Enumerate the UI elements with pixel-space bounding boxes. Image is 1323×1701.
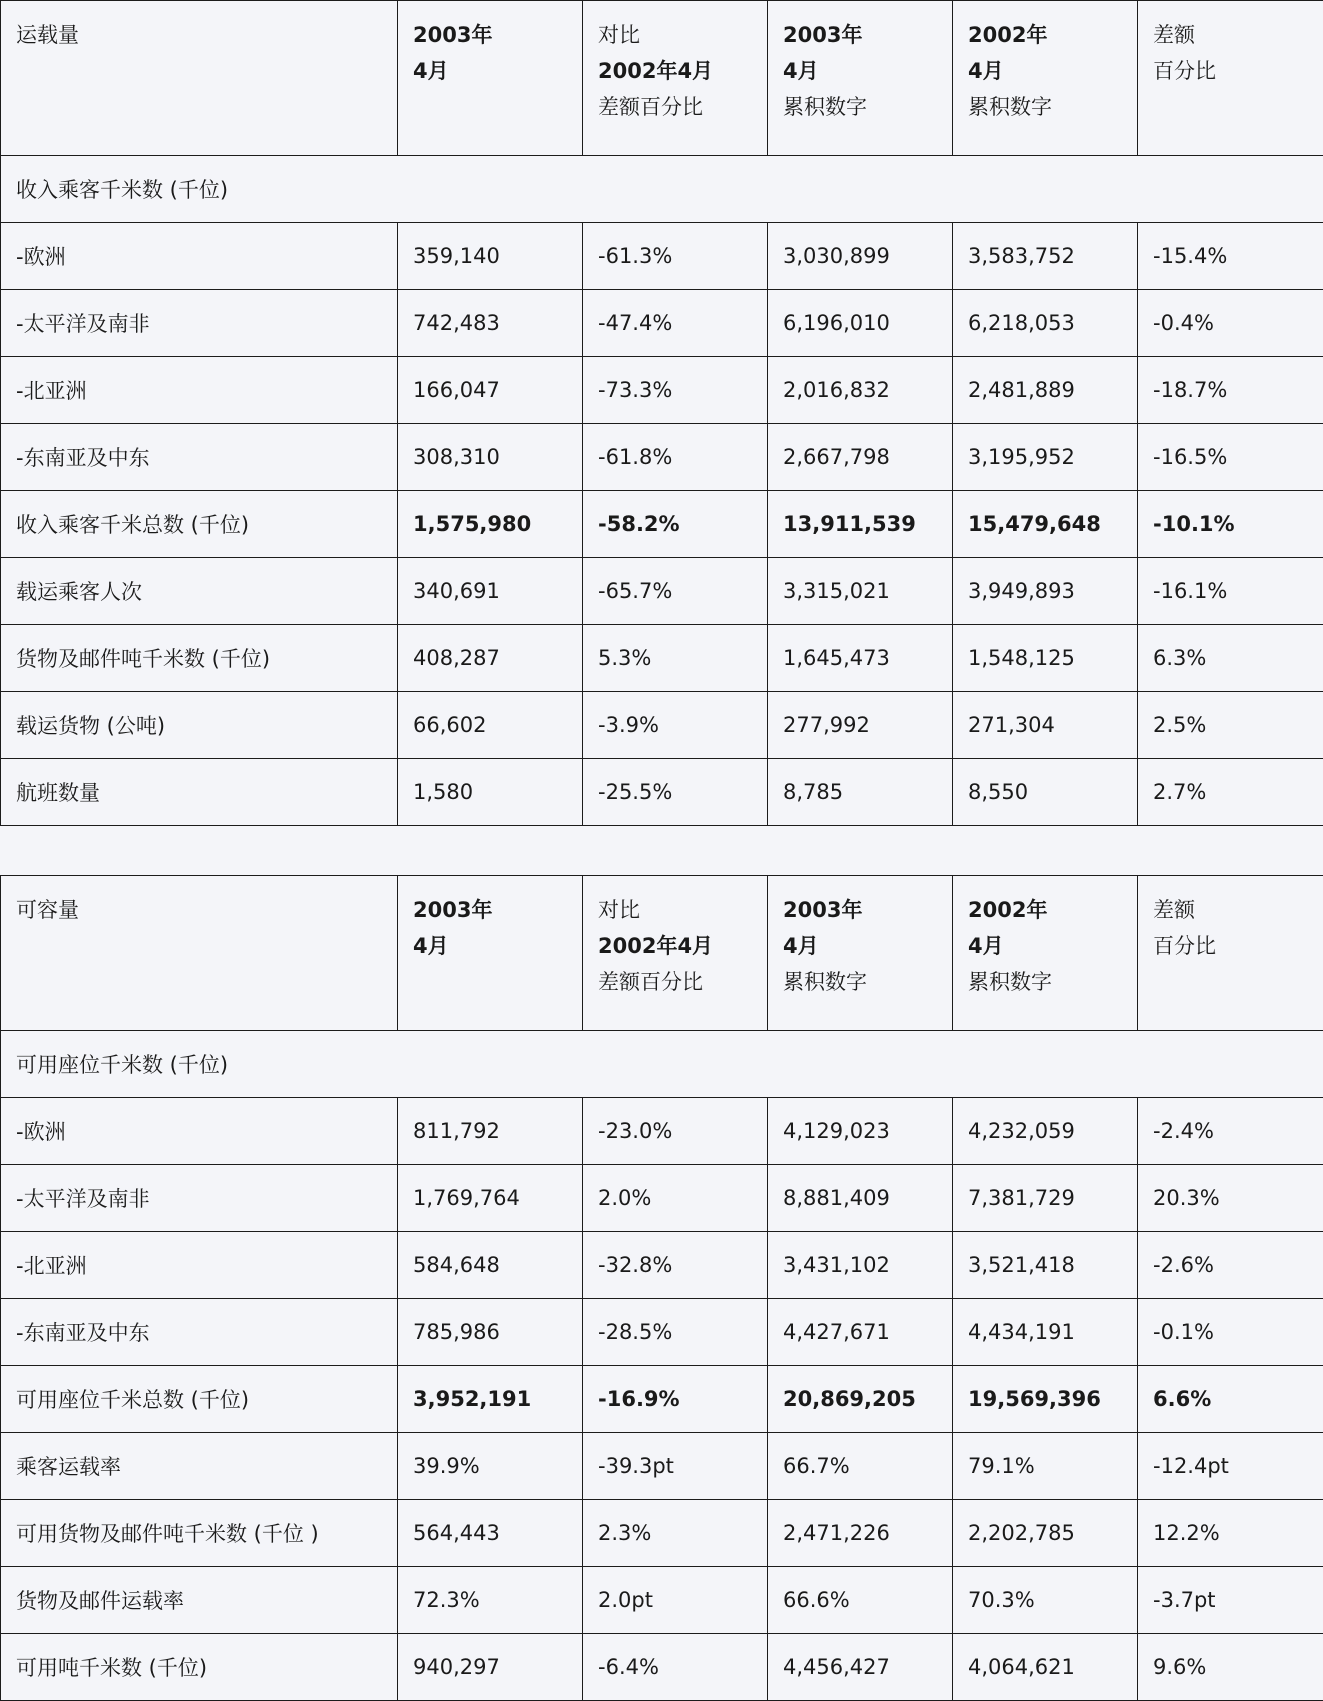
cell: 3,315,021	[768, 558, 953, 625]
cell: 4,064,621	[953, 1634, 1138, 1701]
cell: -61.8%	[583, 424, 768, 491]
cell: 2,481,889	[953, 357, 1138, 424]
cell: 19,569,396	[953, 1366, 1138, 1433]
cell: 564,443	[398, 1500, 583, 1567]
cell: 4,232,059	[953, 1098, 1138, 1165]
table-row	[1, 290, 1323, 357]
row-label: 收入乘客千米总数 (千位)	[1, 491, 398, 558]
row-label: -欧洲	[1, 223, 398, 290]
cell: 6.3%	[1138, 625, 1323, 692]
section-row	[1, 156, 1323, 223]
cell: 12.2%	[1138, 1500, 1323, 1567]
cell: 3,952,191	[398, 1366, 583, 1433]
cell: 3,195,952	[953, 424, 1138, 491]
cell: -18.7%	[1138, 357, 1323, 424]
cell: -23.0%	[583, 1098, 768, 1165]
cell: 2.7%	[1138, 759, 1323, 826]
header-col-vs-last-year: 对比 2002年4月 差额百分比	[583, 876, 768, 1031]
cell: 271,304	[953, 692, 1138, 759]
cell: 5.3%	[583, 625, 768, 692]
cell: 4,129,023	[768, 1098, 953, 1165]
cell: 20.3%	[1138, 1165, 1323, 1232]
cell: -0.1%	[1138, 1299, 1323, 1366]
cell: 940,297	[398, 1634, 583, 1701]
cell: -3.9%	[583, 692, 768, 759]
cell: -2.6%	[1138, 1232, 1323, 1299]
row-label: 货物及邮件运载率	[1, 1567, 398, 1634]
row-label: -北亚洲	[1, 1232, 398, 1299]
cell: 4,427,671	[768, 1299, 953, 1366]
cell: 8,550	[953, 759, 1138, 826]
table-row	[1, 1098, 1323, 1165]
row-label: 载运乘客人次	[1, 558, 398, 625]
cell: 2.0pt	[583, 1567, 768, 1634]
cell: 340,691	[398, 558, 583, 625]
cell: 811,792	[398, 1098, 583, 1165]
table-row	[1, 1165, 1323, 1232]
cell: 2,016,832	[768, 357, 953, 424]
table-row	[1, 223, 1323, 290]
table-row	[1, 357, 1323, 424]
cell: 359,140	[398, 223, 583, 290]
cell: 70.3%	[953, 1567, 1138, 1634]
row-label: -太平洋及南非	[1, 290, 398, 357]
cell: 3,949,893	[953, 558, 1138, 625]
cell: 3,431,102	[768, 1232, 953, 1299]
cell: 1,575,980	[398, 491, 583, 558]
cell: -28.5%	[583, 1299, 768, 1366]
table-row	[1, 1433, 1323, 1500]
cell: -61.3%	[583, 223, 768, 290]
header-col-cumulative-2002: 2002年 4月 累积数字	[953, 1, 1138, 156]
cell: -2.4%	[1138, 1098, 1323, 1165]
row-label: -东南亚及中东	[1, 424, 398, 491]
cell: 39.9%	[398, 1433, 583, 1500]
cell: 6,196,010	[768, 290, 953, 357]
header-col-current-month: 2003年 4月	[398, 1, 583, 156]
header-label: 可容量	[1, 876, 398, 1031]
cell: -10.1%	[1138, 491, 1323, 558]
cell: 785,986	[398, 1299, 583, 1366]
table-row	[1, 1232, 1323, 1299]
section-label: 可用座位千米数 (千位)	[1, 1031, 1323, 1098]
cell: 8,881,409	[768, 1165, 953, 1232]
cell: 2.3%	[583, 1500, 768, 1567]
cell: 277,992	[768, 692, 953, 759]
row-label: -东南亚及中东	[1, 1299, 398, 1366]
table-row	[1, 1567, 1323, 1634]
table-row	[1, 692, 1323, 759]
table-row	[1, 1634, 1323, 1701]
section-row	[1, 1031, 1323, 1098]
cell: 66,602	[398, 692, 583, 759]
cell: 79.1%	[953, 1433, 1138, 1500]
cell: 13,911,539	[768, 491, 953, 558]
cell: -65.7%	[583, 558, 768, 625]
row-label: 货物及邮件吨千米数 (千位)	[1, 625, 398, 692]
table-row	[1, 1299, 1323, 1366]
cell: -39.3pt	[583, 1433, 768, 1500]
cell: 8,785	[768, 759, 953, 826]
table-header-row	[1, 876, 1323, 1031]
row-label: -北亚洲	[1, 357, 398, 424]
cell: 4,456,427	[768, 1634, 953, 1701]
table-row	[1, 558, 1323, 625]
header-col-difference: 差额 百分比	[1138, 876, 1323, 1031]
cell: 1,645,473	[768, 625, 953, 692]
traffic-table	[0, 0, 1323, 826]
cell: -73.3%	[583, 357, 768, 424]
header-col-cumulative-2003: 2003年 4月 累积数字	[768, 876, 953, 1031]
cell: -12.4pt	[1138, 1433, 1323, 1500]
cell: 3,030,899	[768, 223, 953, 290]
cell: -3.7pt	[1138, 1567, 1323, 1634]
cell: -15.4%	[1138, 223, 1323, 290]
cell: 2.0%	[583, 1165, 768, 1232]
cell: 4,434,191	[953, 1299, 1138, 1366]
capacity-table	[0, 875, 1323, 1701]
header-col-current-month: 2003年 4月	[398, 876, 583, 1031]
cell: 408,287	[398, 625, 583, 692]
row-label: 可用吨千米数 (千位)	[1, 1634, 398, 1701]
row-label: -欧洲	[1, 1098, 398, 1165]
table-header-row	[1, 1, 1323, 156]
cell: -25.5%	[583, 759, 768, 826]
cell: 2,667,798	[768, 424, 953, 491]
cell: 742,483	[398, 290, 583, 357]
cell: -47.4%	[583, 290, 768, 357]
cell: -6.4%	[583, 1634, 768, 1701]
cell: 1,548,125	[953, 625, 1138, 692]
row-label: 乘客运载率	[1, 1433, 398, 1500]
cell: 308,310	[398, 424, 583, 491]
total-row	[1, 1366, 1323, 1433]
cell: 166,047	[398, 357, 583, 424]
section-label: 收入乘客千米数 (千位)	[1, 156, 1323, 223]
row-label: 可用座位千米总数 (千位)	[1, 1366, 398, 1433]
cell: -0.4%	[1138, 290, 1323, 357]
cell: -16.1%	[1138, 558, 1323, 625]
header-label: 运载量	[1, 1, 398, 156]
cell: 72.3%	[398, 1567, 583, 1634]
header-col-vs-last-year: 对比 2002年4月 差额百分比	[583, 1, 768, 156]
cell: 9.6%	[1138, 1634, 1323, 1701]
table-row	[1, 625, 1323, 692]
row-label: 可用货物及邮件吨千米数 (千位 )	[1, 1500, 398, 1567]
cell: -16.9%	[583, 1366, 768, 1433]
cell: 66.6%	[768, 1567, 953, 1634]
cell: 7,381,729	[953, 1165, 1138, 1232]
header-col-difference: 差额 百分比	[1138, 1, 1323, 156]
cell: 1,580	[398, 759, 583, 826]
cell: 584,648	[398, 1232, 583, 1299]
cell: 20,869,205	[768, 1366, 953, 1433]
total-row	[1, 491, 1323, 558]
cell: -16.5%	[1138, 424, 1323, 491]
table-row	[1, 424, 1323, 491]
cell: 15,479,648	[953, 491, 1138, 558]
table-row	[1, 1500, 1323, 1567]
cell: 6.6%	[1138, 1366, 1323, 1433]
header-col-cumulative-2002: 2002年 4月 累积数字	[953, 876, 1138, 1031]
cell: 2.5%	[1138, 692, 1323, 759]
row-label: 航班数量	[1, 759, 398, 826]
cell: 3,521,418	[953, 1232, 1138, 1299]
cell: 3,583,752	[953, 223, 1138, 290]
table-row	[1, 759, 1323, 826]
cell: 6,218,053	[953, 290, 1138, 357]
cell: -58.2%	[583, 491, 768, 558]
cell: -32.8%	[583, 1232, 768, 1299]
cell: 1,769,764	[398, 1165, 583, 1232]
cell: 2,202,785	[953, 1500, 1138, 1567]
row-label: 载运货物 (公吨)	[1, 692, 398, 759]
cell: 2,471,226	[768, 1500, 953, 1567]
header-col-cumulative-2003: 2003年 4月 累积数字	[768, 1, 953, 156]
cell: 66.7%	[768, 1433, 953, 1500]
row-label: -太平洋及南非	[1, 1165, 398, 1232]
